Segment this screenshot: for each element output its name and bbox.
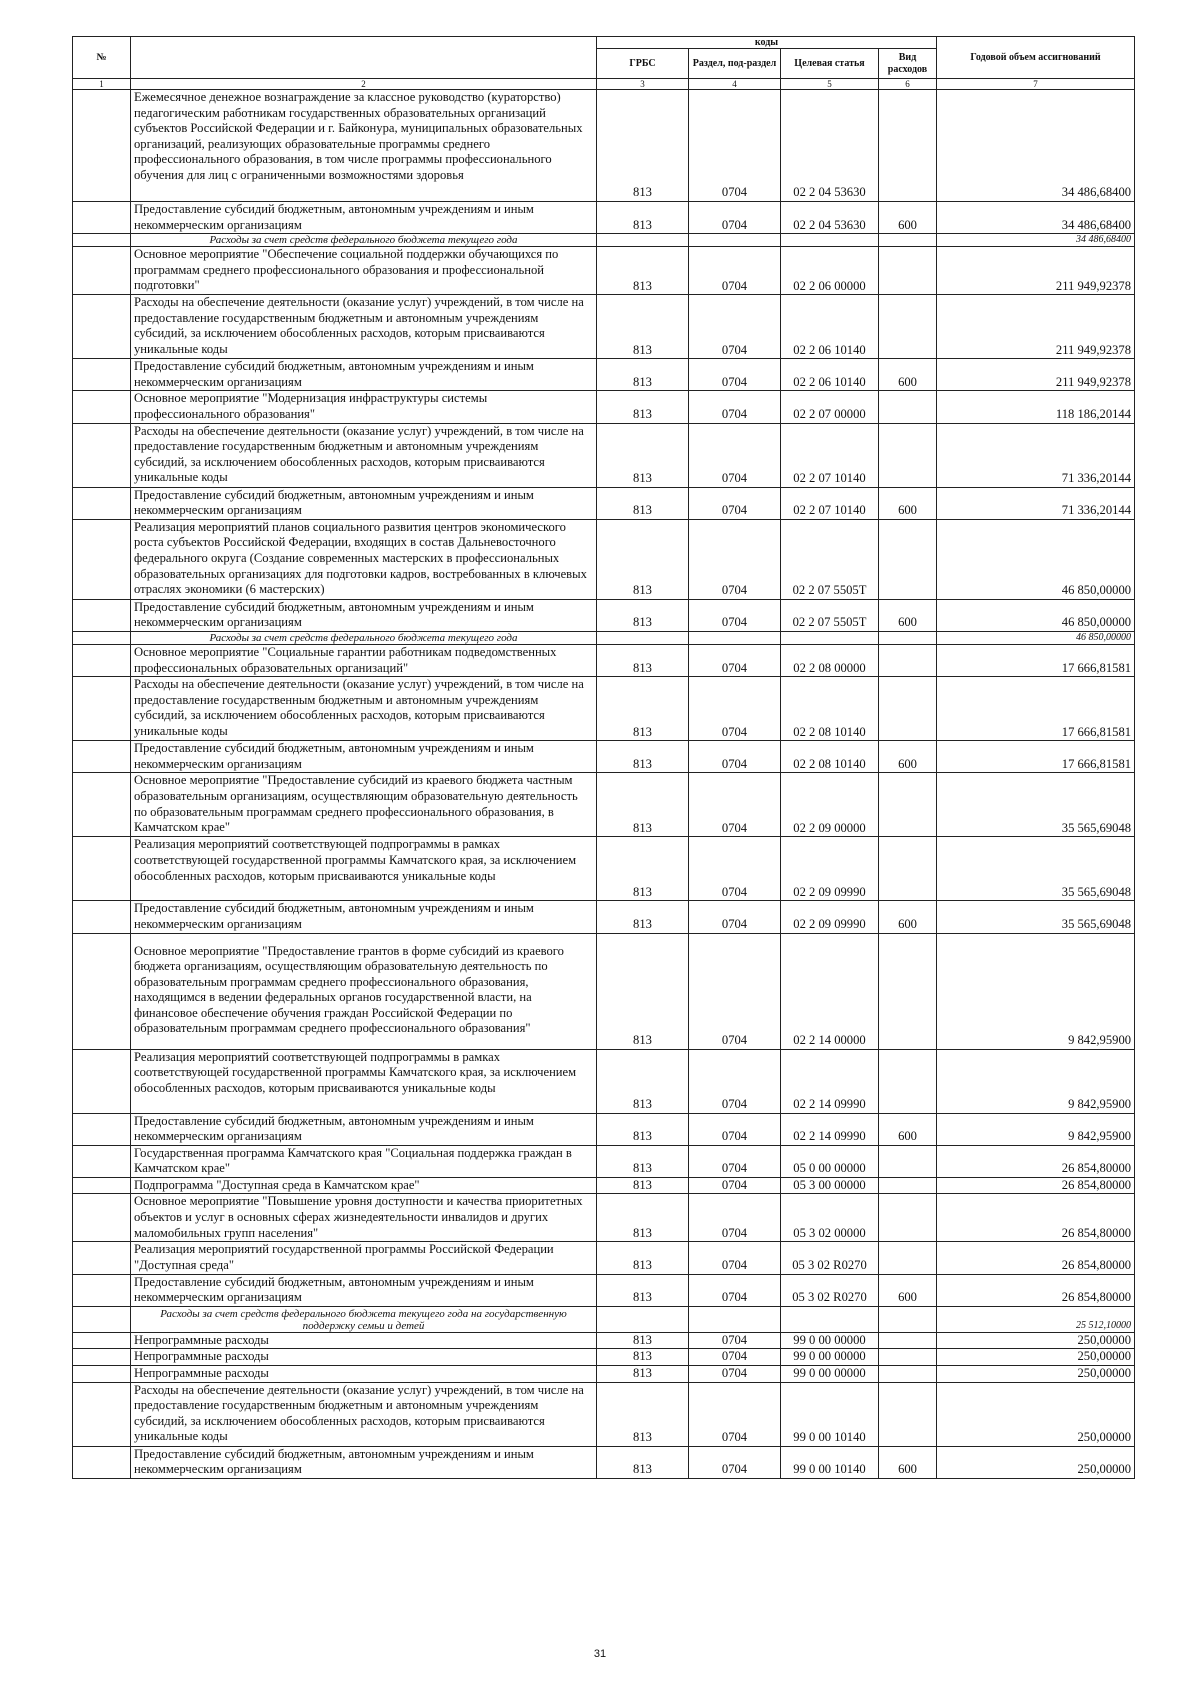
target-article-code: 02 2 07 5505Т [781, 599, 879, 631]
table-row [73, 644, 1135, 676]
expense-name: Реализация мероприятий планов социального развития центров экономического роста субъектов Российской Федерации, входящих в состав Дальневосточного федерального округа (Создание современных мастерских в профессиональных образовательных организациях для подготовки кадров, востребованных в ключевых отраслях экономики (6 мастерских) [131, 519, 597, 599]
grbs-code: 813 [597, 295, 689, 359]
annual-amount: 250,00000 [937, 1382, 1135, 1446]
target-article-code: 02 2 04 53630 [781, 90, 879, 202]
column-number: 5 [781, 79, 879, 90]
table-row [73, 487, 1135, 519]
expense-name: Предоставление субсидий бюджетным, автономным учреждениям и иным некоммерческим организациям [131, 901, 597, 933]
table-row [73, 519, 1135, 599]
annual-amount: 250,00000 [937, 1446, 1135, 1478]
section-code: 0704 [689, 1049, 781, 1113]
section-code: 0704 [689, 933, 781, 1049]
row-number-cell [73, 202, 131, 234]
row-number-cell [73, 1274, 131, 1306]
target-article-code: 99 0 00 00000 [781, 1349, 879, 1366]
target-article-code: 02 2 07 10140 [781, 423, 879, 487]
table-body [73, 90, 1135, 1479]
row-number-cell [73, 487, 131, 519]
table-row [73, 933, 1135, 1049]
grbs-code: 813 [597, 773, 689, 837]
note-text: Расходы за счет средств федерального бюджета текущего года [131, 234, 597, 247]
target-article-code [781, 234, 879, 247]
expense-type-code [879, 1242, 937, 1274]
grbs-code: 813 [597, 1446, 689, 1478]
grbs-code: 813 [597, 1113, 689, 1145]
note-row [73, 234, 1135, 247]
expense-type-code: 600 [879, 1274, 937, 1306]
column-number: 4 [689, 79, 781, 90]
grbs-code: 813 [597, 519, 689, 599]
target-article-code: 99 0 00 10140 [781, 1382, 879, 1446]
section-code: 0704 [689, 599, 781, 631]
expense-name: Основное мероприятие "Предоставление грантов в форме субсидий из краевого бюджета организациям, осуществляющим образовательную деятельность по образовательным программам среднего профессионального образования, находящимся в ведении федеральных органов государственной власти, на финансовое обеспечение обучения граждан Российской Федерации по образовательным программам среднего профессионального образования" [131, 933, 597, 1049]
table-row [73, 202, 1135, 234]
section-code: 0704 [689, 90, 781, 202]
expense-type-code [879, 677, 937, 741]
target-article-code: 02 2 09 09990 [781, 837, 879, 901]
expense-type-code [879, 1049, 937, 1113]
annual-amount: 26 854,80000 [937, 1242, 1135, 1274]
expense-type-code [879, 391, 937, 423]
section-code: 0704 [689, 1145, 781, 1177]
expense-type-code [879, 423, 937, 487]
expense-name: Непрограммные расходы [131, 1349, 597, 1366]
section-code: 0704 [689, 519, 781, 599]
expense-type-code [879, 1194, 937, 1242]
expense-type-code: 600 [879, 1446, 937, 1478]
expense-name: Реализация мероприятий соответствующей подпрограммы в рамках соответствующей государственной программы Камчатского края, за исключением обособленных расходов, которым присваиваются уникальные коды [131, 837, 597, 901]
grbs-code: 813 [597, 359, 689, 391]
table-row [73, 295, 1135, 359]
row-number-cell [73, 677, 131, 741]
row-number-cell [73, 1194, 131, 1242]
section-code: 0704 [689, 837, 781, 901]
grbs-code: 813 [597, 1145, 689, 1177]
target-article-code: 02 2 14 09990 [781, 1049, 879, 1113]
expense-type-code [879, 519, 937, 599]
expense-type-code: 600 [879, 202, 937, 234]
header-target-article: Целевая статья [781, 49, 879, 79]
annual-amount: 34 486,68400 [937, 90, 1135, 202]
section-code: 0704 [689, 295, 781, 359]
annual-amount: 71 336,20144 [937, 423, 1135, 487]
annual-amount: 26 854,80000 [937, 1177, 1135, 1194]
target-article-code: 02 2 04 53630 [781, 202, 879, 234]
target-article-code: 02 2 06 10140 [781, 295, 879, 359]
table-row [73, 247, 1135, 295]
row-number-cell [73, 631, 131, 644]
target-article-code: 05 3 02 00000 [781, 1194, 879, 1242]
target-article-code [781, 631, 879, 644]
section-code: 0704 [689, 773, 781, 837]
header-grbs: ГРБС [597, 49, 689, 79]
section-code: 0704 [689, 644, 781, 676]
expense-name: Предоставление субсидий бюджетным, автономным учреждениям и иным некоммерческим организациям [131, 741, 597, 773]
annual-amount: 26 854,80000 [937, 1274, 1135, 1306]
expense-name: Подпрограмма "Доступная среда в Камчатском крае" [131, 1177, 597, 1194]
row-number-cell [73, 1332, 131, 1349]
header-number: № [73, 37, 131, 79]
section-code: 0704 [689, 487, 781, 519]
section-code: 0704 [689, 423, 781, 487]
expense-type-code [879, 773, 937, 837]
section-code: 0704 [689, 741, 781, 773]
row-number-cell [73, 901, 131, 933]
note-text: Расходы за счет средств федерального бюджета текущего года на государственную поддержку семьи и детей [131, 1306, 597, 1332]
row-number-cell [73, 519, 131, 599]
table-row [73, 1446, 1135, 1478]
expense-type-code [879, 295, 937, 359]
annual-amount: 118 186,20144 [937, 391, 1135, 423]
target-article-code: 02 2 07 00000 [781, 391, 879, 423]
table-row [73, 599, 1135, 631]
header-razdel: Раздел, под-раздел [689, 49, 781, 79]
annual-amount: 9 842,95900 [937, 1049, 1135, 1113]
grbs-code: 813 [597, 901, 689, 933]
section-code: 0704 [689, 1177, 781, 1194]
row-number-cell [73, 1446, 131, 1478]
target-article-code: 02 2 09 00000 [781, 773, 879, 837]
note-amount: 46 850,00000 [937, 631, 1135, 644]
expense-name: Основное мероприятие "Обеспечение социальной поддержки обучающихся по программам среднего профессионального образования и профессиональной подготовки" [131, 247, 597, 295]
annual-amount: 34 486,68400 [937, 202, 1135, 234]
expense-name: Предоставление субсидий бюджетным, автономным учреждениям и иным некоммерческим организациям [131, 1113, 597, 1145]
annual-amount: 71 336,20144 [937, 487, 1135, 519]
row-number-cell [73, 247, 131, 295]
expense-type-code [879, 1306, 937, 1332]
row-number-cell [73, 1382, 131, 1446]
target-article-code: 99 0 00 10140 [781, 1446, 879, 1478]
row-number-cell [73, 599, 131, 631]
expense-type-code [879, 90, 937, 202]
table-row [73, 90, 1135, 202]
grbs-code: 813 [597, 423, 689, 487]
budget-table [72, 36, 1135, 1479]
expense-type-code [879, 1177, 937, 1194]
expense-name: Расходы на обеспечение деятельности (оказание услуг) учреждений, в том числе на предоставление государственным бюджетным и автономным учреждениям субсидий, за исключением обособленных расходов, которым присваиваются уникальные коды [131, 1382, 597, 1446]
grbs-code: 813 [597, 933, 689, 1049]
header-name [131, 37, 597, 79]
expense-type-code [879, 933, 937, 1049]
grbs-code: 813 [597, 487, 689, 519]
section-code: 0704 [689, 1366, 781, 1383]
row-number-cell [73, 1177, 131, 1194]
expense-name: Основное мероприятие "Социальные гарантии работникам подведомственных профессиональных образовательных организаций" [131, 644, 597, 676]
page-number: 31 [593, 1648, 607, 1660]
annual-amount: 211 949,92378 [937, 359, 1135, 391]
target-article-code: 05 3 02 R0270 [781, 1274, 879, 1306]
table-header [73, 37, 1135, 90]
section-code: 0704 [689, 1382, 781, 1446]
expense-name: Ежемесячное денежное вознаграждение за классное руководство (кураторство) педагогическим работникам государственных образовательных организаций субъектов Российской Федерации и г. Байконура, муниципальных образовательных организаций, реализующих образовательные программы среднего профессионального образования, в том числе программы профессионального обучения для лиц с ограниченными возможностями здоровья [131, 90, 597, 202]
annual-amount: 9 842,95900 [937, 1113, 1135, 1145]
expense-type-code [879, 1366, 937, 1383]
table-row [73, 1145, 1135, 1177]
note-amount: 25 512,10000 [937, 1306, 1135, 1332]
row-number-cell [73, 359, 131, 391]
column-number: 2 [131, 79, 597, 90]
annual-amount: 250,00000 [937, 1366, 1135, 1383]
grbs-code: 813 [597, 1177, 689, 1194]
grbs-code: 813 [597, 1049, 689, 1113]
grbs-code: 813 [597, 1274, 689, 1306]
table-row [73, 741, 1135, 773]
row-number-cell [73, 837, 131, 901]
row-number-cell [73, 1242, 131, 1274]
target-article-code [781, 1306, 879, 1332]
annual-amount: 35 565,69048 [937, 773, 1135, 837]
expense-name: Расходы на обеспечение деятельности (оказание услуг) учреждений, в том числе на предоставление государственным бюджетным и автономным учреждениям субсидий, за исключением обособленных расходов, которым присваиваются уникальные коды [131, 677, 597, 741]
section-code [689, 631, 781, 644]
table-row [73, 1274, 1135, 1306]
section-code: 0704 [689, 391, 781, 423]
expense-type-code [879, 1145, 937, 1177]
grbs-code: 813 [597, 202, 689, 234]
expense-name: Основное мероприятие "Предоставление субсидий из краевого бюджета частным образовательным организациям, осуществляющим образовательную деятельность по образовательным программам среднего профессионального образования, в Камчатском крае" [131, 773, 597, 837]
row-number-cell [73, 234, 131, 247]
table-row [73, 1349, 1135, 1366]
annual-amount: 9 842,95900 [937, 933, 1135, 1049]
header-codes: коды [597, 37, 937, 49]
row-number-cell [73, 391, 131, 423]
expense-name: Реализация мероприятий государственной программы Российской Федерации "Доступная среда" [131, 1242, 597, 1274]
section-code [689, 234, 781, 247]
expense-name: Расходы на обеспечение деятельности (оказание услуг) учреждений, в том числе на предоставление государственным бюджетным и автономным учреждениям субсидий, за исключением обособленных расходов, которым присваиваются уникальные коды [131, 295, 597, 359]
expense-type-code: 600 [879, 599, 937, 631]
expense-type-code: 600 [879, 359, 937, 391]
expense-type-code: 600 [879, 1113, 937, 1145]
row-number-cell [73, 933, 131, 1049]
section-code: 0704 [689, 677, 781, 741]
row-number-cell [73, 773, 131, 837]
table-row [73, 901, 1135, 933]
row-number-cell [73, 1049, 131, 1113]
section-code: 0704 [689, 1446, 781, 1478]
header-annual-volume: Годовой объем ассигнований [937, 37, 1135, 79]
target-article-code: 02 2 08 10140 [781, 741, 879, 773]
grbs-code: 813 [597, 1366, 689, 1383]
grbs-code [597, 1306, 689, 1332]
target-article-code: 02 2 14 09990 [781, 1113, 879, 1145]
target-article-code: 02 2 08 10140 [781, 677, 879, 741]
note-row [73, 1306, 1135, 1332]
section-code: 0704 [689, 1194, 781, 1242]
table-row [73, 1382, 1135, 1446]
expense-name: Предоставление субсидий бюджетным, автономным учреждениям и иным некоммерческим организациям [131, 599, 597, 631]
table-row [73, 1194, 1135, 1242]
target-article-code: 05 3 00 00000 [781, 1177, 879, 1194]
annual-amount: 211 949,92378 [937, 247, 1135, 295]
target-article-code: 02 2 06 00000 [781, 247, 879, 295]
annual-amount: 17 666,81581 [937, 741, 1135, 773]
expense-name: Предоставление субсидий бюджетным, автономным учреждениям и иным некоммерческим организациям [131, 487, 597, 519]
expense-name: Непрограммные расходы [131, 1366, 597, 1383]
table-row [73, 1113, 1135, 1145]
grbs-code: 813 [597, 677, 689, 741]
annual-amount: 46 850,00000 [937, 599, 1135, 631]
note-text: Расходы за счет средств федерального бюджета текущего года [131, 631, 597, 644]
grbs-code: 813 [597, 90, 689, 202]
annual-amount: 250,00000 [937, 1349, 1135, 1366]
grbs-code: 813 [597, 599, 689, 631]
table-row [73, 423, 1135, 487]
table-row [73, 1366, 1135, 1383]
grbs-code [597, 631, 689, 644]
expense-type-code [879, 837, 937, 901]
expense-type-code: 600 [879, 901, 937, 933]
row-number-cell [73, 1366, 131, 1383]
section-code: 0704 [689, 1332, 781, 1349]
expense-type-code [879, 234, 937, 247]
grbs-code [597, 234, 689, 247]
table-row [73, 837, 1135, 901]
grbs-code: 813 [597, 247, 689, 295]
column-number: 6 [879, 79, 937, 90]
annual-amount: 35 565,69048 [937, 901, 1135, 933]
target-article-code: 02 2 08 00000 [781, 644, 879, 676]
grbs-code: 813 [597, 1332, 689, 1349]
grbs-code: 813 [597, 1194, 689, 1242]
expense-name: Предоставление субсидий бюджетным, автономным учреждениям и иным некоммерческим организациям [131, 1274, 597, 1306]
column-numbers-row [73, 79, 1135, 90]
expense-name: Предоставление субсидий бюджетным, автономным учреждениям и иным некоммерческим организациям [131, 359, 597, 391]
table-row [73, 677, 1135, 741]
target-article-code: 99 0 00 00000 [781, 1366, 879, 1383]
expense-name: Реализация мероприятий соответствующей подпрограммы в рамках соответствующей государственной программы Камчатского края, за исключением обособленных расходов, которым присваиваются уникальные коды [131, 1049, 597, 1113]
column-number: 7 [937, 79, 1135, 90]
annual-amount: 17 666,81581 [937, 644, 1135, 676]
row-number-cell [73, 1113, 131, 1145]
expense-name: Непрограммные расходы [131, 1332, 597, 1349]
section-code: 0704 [689, 359, 781, 391]
table-row [73, 773, 1135, 837]
target-article-code: 05 0 00 00000 [781, 1145, 879, 1177]
row-number-cell [73, 1349, 131, 1366]
row-number-cell [73, 423, 131, 487]
column-number: 3 [597, 79, 689, 90]
grbs-code: 813 [597, 741, 689, 773]
annual-amount: 211 949,92378 [937, 295, 1135, 359]
expense-type-code: 600 [879, 487, 937, 519]
annual-amount: 26 854,80000 [937, 1145, 1135, 1177]
target-article-code: 05 3 02 R0270 [781, 1242, 879, 1274]
target-article-code: 02 2 09 09990 [781, 901, 879, 933]
expense-type-code [879, 1382, 937, 1446]
grbs-code: 813 [597, 1242, 689, 1274]
row-number-cell [73, 90, 131, 202]
target-article-code: 02 2 14 00000 [781, 933, 879, 1049]
table-row [73, 1332, 1135, 1349]
note-row [73, 631, 1135, 644]
expense-type-code [879, 644, 937, 676]
grbs-code: 813 [597, 1349, 689, 1366]
target-article-code: 02 2 06 10140 [781, 359, 879, 391]
annual-amount: 250,00000 [937, 1332, 1135, 1349]
section-code: 0704 [689, 1349, 781, 1366]
section-code: 0704 [689, 1242, 781, 1274]
grbs-code: 813 [597, 391, 689, 423]
expense-type-code [879, 631, 937, 644]
row-number-cell [73, 1306, 131, 1332]
expense-name: Предоставление субсидий бюджетным, автономным учреждениям и иным некоммерческим организациям [131, 1446, 597, 1478]
table-row [73, 391, 1135, 423]
expense-type-code [879, 1349, 937, 1366]
section-code: 0704 [689, 1113, 781, 1145]
column-number: 1 [73, 79, 131, 90]
table-row [73, 1177, 1135, 1194]
grbs-code: 813 [597, 837, 689, 901]
table-row [73, 1242, 1135, 1274]
header-expense-type: Вид расходов [879, 49, 937, 79]
annual-amount: 46 850,00000 [937, 519, 1135, 599]
annual-amount: 35 565,69048 [937, 837, 1135, 901]
annual-amount: 17 666,81581 [937, 677, 1135, 741]
grbs-code: 813 [597, 1382, 689, 1446]
section-code [689, 1306, 781, 1332]
target-article-code: 02 2 07 10140 [781, 487, 879, 519]
section-code: 0704 [689, 202, 781, 234]
expense-name: Расходы на обеспечение деятельности (оказание услуг) учреждений, в том числе на предоставление государственным бюджетным и автономным учреждениям субсидий, за исключением обособленных расходов, которым присваиваются уникальные коды [131, 423, 597, 487]
target-article-code: 02 2 07 5505Т [781, 519, 879, 599]
row-number-cell [73, 741, 131, 773]
section-code: 0704 [689, 1274, 781, 1306]
annual-amount: 26 854,80000 [937, 1194, 1135, 1242]
expense-name: Предоставление субсидий бюджетным, автономным учреждениям и иным некоммерческим организациям [131, 202, 597, 234]
row-number-cell [73, 295, 131, 359]
expense-name: Основное мероприятие "Модернизация инфраструктуры системы профессионального образования" [131, 391, 597, 423]
row-number-cell [73, 644, 131, 676]
row-number-cell [73, 1145, 131, 1177]
table-row [73, 1049, 1135, 1113]
expense-name: Государственная программа Камчатского края "Социальная поддержка граждан в Камчатском крае" [131, 1145, 597, 1177]
grbs-code: 813 [597, 644, 689, 676]
section-code: 0704 [689, 247, 781, 295]
target-article-code: 99 0 00 00000 [781, 1332, 879, 1349]
section-code: 0704 [689, 901, 781, 933]
table-row [73, 359, 1135, 391]
expense-type-code: 600 [879, 741, 937, 773]
expense-type-code [879, 1332, 937, 1349]
expense-name: Основное мероприятие "Повышение уровня доступности и качества приоритетных объектов и услуг в основных сферах жизнедеятельности инвалидов и других маломобильных групп населения" [131, 1194, 597, 1242]
note-amount: 34 486,68400 [937, 234, 1135, 247]
expense-type-code [879, 247, 937, 295]
